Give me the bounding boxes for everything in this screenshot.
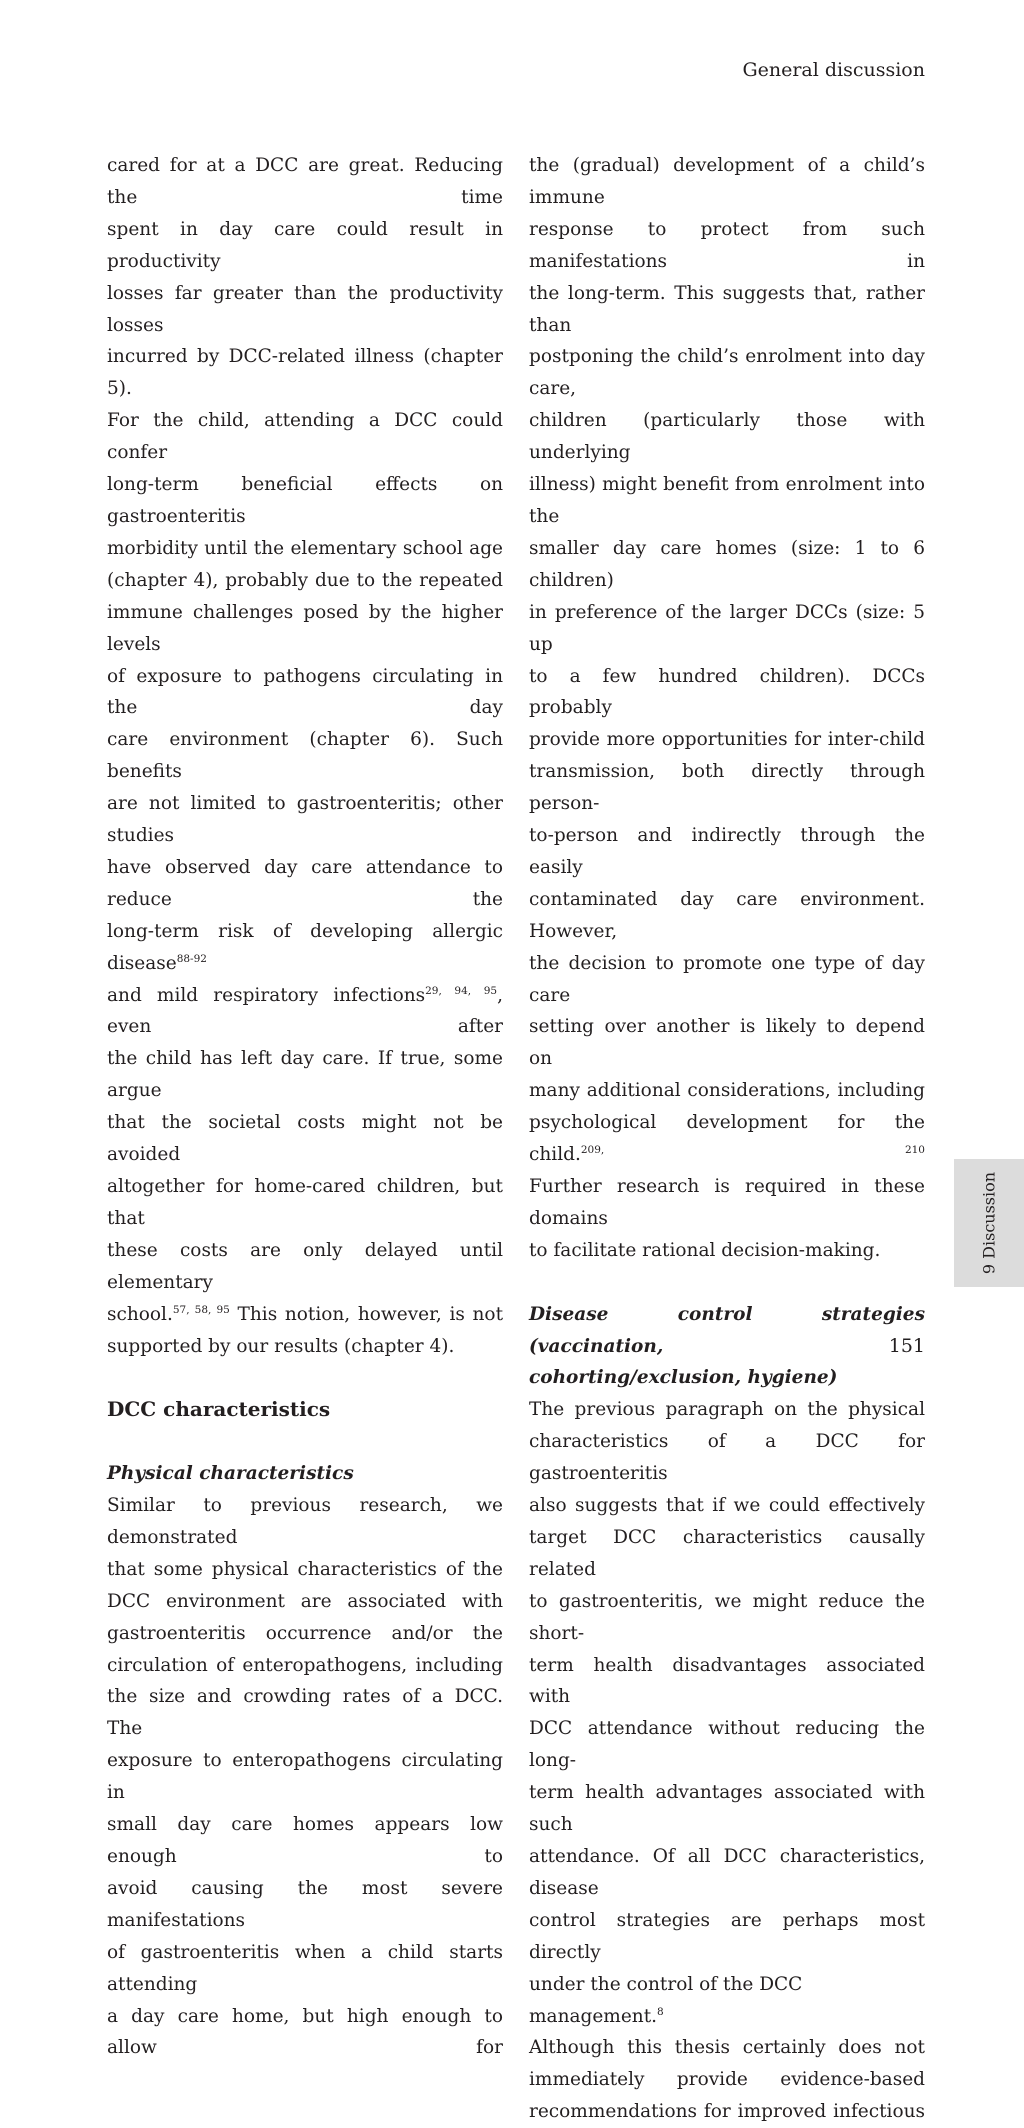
text-line: children (particularly those with underlying bbox=[529, 410, 925, 464]
text-line bbox=[529, 1969, 925, 2033]
text-line: that some physical characteristics of the bbox=[107, 1558, 503, 1580]
text-line: have observed day care attendance to reduce the bbox=[107, 856, 503, 910]
line-text: psychological development for the child. bbox=[529, 1112, 925, 1166]
text-line: target DCC characteristics causally related bbox=[529, 1526, 925, 1580]
line-text: and mild respiratory infections bbox=[107, 984, 426, 1006]
paragraph bbox=[107, 1490, 503, 2064]
text-line: the (gradual) development of a child’s immune bbox=[529, 155, 925, 208]
text-line: transmission, both directly through person- bbox=[529, 761, 925, 815]
text-line: to a few hundred children). DCCs probably bbox=[529, 665, 925, 719]
text-line: response to protect from such manifestations in bbox=[529, 218, 925, 272]
text-line: the decision to promote one type of day care bbox=[529, 952, 925, 1006]
text-line: provide more opportunities for inter-child bbox=[529, 729, 925, 751]
text-line: care environment (chapter 6). Such benefits bbox=[107, 729, 503, 783]
paragraph bbox=[107, 150, 503, 1362]
text-line: of exposure to pathogens circulating in the day bbox=[107, 665, 503, 719]
text-line: cared for at a DCC are great. Reducing the time bbox=[107, 155, 503, 208]
line-text: long-term risk of developing allergic disease bbox=[107, 920, 503, 974]
text-line: circulation of enteropathogens, including bbox=[107, 1654, 503, 1676]
text-line: losses far greater than the productivity losses bbox=[107, 282, 503, 336]
text-line: (chapter 4), probably due to the repeated bbox=[107, 569, 503, 591]
text-line: smaller day care homes (size: 1 to 6 children) bbox=[529, 537, 925, 591]
text-line: immune challenges posed by the higher levels bbox=[107, 601, 503, 655]
text-line: DCC environment are associated with bbox=[107, 1590, 503, 1612]
section-heading: DCC characteristics bbox=[107, 1397, 331, 1422]
text-line: Similar to previous research, we demonstrated bbox=[107, 1495, 503, 1548]
text-line: long-term beneficial effects on gastroenteritis bbox=[107, 474, 503, 527]
chapter-tab bbox=[954, 1159, 1024, 1287]
subheading: Disease control strategies (vaccination, bbox=[529, 1303, 925, 1357]
subheading: cohorting/exclusion, hygiene) bbox=[529, 1367, 838, 1389]
text-line: illness) might benefit from enrolment into the bbox=[529, 474, 925, 527]
left-column bbox=[107, 150, 503, 2064]
spacer bbox=[107, 1362, 503, 1394]
text-line bbox=[107, 980, 503, 1044]
text-line: setting over another is likely to depend on bbox=[529, 1016, 925, 1070]
text-line: recommendations for improved infectious bbox=[529, 2101, 925, 2123]
text-line: immediately provide evidence-based bbox=[529, 2069, 925, 2091]
text-line: Although this thesis certainly does not bbox=[529, 2037, 925, 2059]
text-line: spent in day care could result in productivity bbox=[107, 218, 503, 272]
text-line: supported by our results (chapter 4). bbox=[107, 1335, 455, 1357]
line-text: under the control of the DCC management. bbox=[529, 1973, 803, 2027]
text-line: to gastroenteritis, we might reduce the short- bbox=[529, 1590, 925, 1644]
text-line: exposure to enteropathogens circulating in bbox=[107, 1750, 503, 1804]
running-head: General discussion bbox=[742, 59, 925, 81]
text-line bbox=[529, 1107, 925, 1171]
citation-superscript: 88-92 bbox=[176, 952, 207, 965]
citation-superscript: 209, 210 bbox=[580, 1144, 925, 1157]
text-line: contaminated day care environment. However, bbox=[529, 888, 925, 942]
page-number: 151 bbox=[888, 1335, 925, 1357]
line-text: This notion, however, is not bbox=[229, 1303, 504, 1325]
text-line: altogether for home-cared children, but that bbox=[107, 1176, 503, 1229]
text-line: the long-term. This suggests that, rather than bbox=[529, 282, 925, 336]
paragraph bbox=[529, 1394, 925, 2032]
right-column bbox=[529, 150, 925, 2128]
text-line: to facilitate rational decision-making. bbox=[529, 1239, 881, 1261]
text-line: incurred by DCC-related illness (chapter 5). bbox=[107, 346, 503, 400]
text-line: are not limited to gastroenteritis; other studies bbox=[107, 793, 503, 847]
text-line: a day care home, but high enough to allow for bbox=[107, 2005, 503, 2059]
text-line: the child has left day care. If true, some argue bbox=[107, 1048, 503, 1102]
text-line: attendance. Of all DCC characteristics, disease bbox=[529, 1846, 925, 1899]
text-line: of gastroenteritis when a child starts attending bbox=[107, 1941, 503, 1995]
text-line: For the child, attending a DCC could confer bbox=[107, 410, 503, 464]
citation-superscript: 29, 94, 95 bbox=[425, 984, 498, 997]
text-line: characteristics of a DCC for gastroenteritis bbox=[529, 1431, 925, 1485]
text-line: that the societal costs might not be avoided bbox=[107, 1112, 503, 1166]
text-line: to-person and indirectly through the easily bbox=[529, 825, 925, 878]
text-line: gastroenteritis occurrence and/or the bbox=[107, 1622, 503, 1644]
text-line: in preference of the larger DCCs (size: 5 up bbox=[529, 601, 925, 655]
text-line: also suggests that if we could effectively bbox=[529, 1495, 925, 1517]
citation-superscript: 57, 58, 95 bbox=[172, 1303, 230, 1316]
text-line: the size and crowding rates of a DCC. The bbox=[107, 1686, 503, 1740]
text-line bbox=[107, 1299, 503, 1331]
paragraph bbox=[529, 150, 925, 1267]
text-line: term health advantages associated with such bbox=[529, 1782, 925, 1836]
text-line: morbidity until the elementary school age bbox=[107, 537, 503, 559]
text-line: these costs are only delayed until elementary bbox=[107, 1239, 503, 1293]
chapter-tab-label: 9 Discussion bbox=[979, 1171, 999, 1275]
text-line: The previous paragraph on the physical bbox=[529, 1399, 925, 1421]
citation-superscript: 8 bbox=[657, 2005, 664, 2018]
line-text: , even after bbox=[107, 984, 503, 1038]
text-line: control strategies are perhaps most directly bbox=[529, 1909, 925, 1963]
spacer bbox=[107, 1426, 503, 1458]
text-line: DCC attendance without reducing the long- bbox=[529, 1718, 925, 1772]
text-line: avoid causing the most severe manifestations bbox=[107, 1877, 503, 1931]
text-line: Further research is required in these domains bbox=[529, 1176, 925, 1229]
subheading: Physical characteristics bbox=[107, 1463, 354, 1485]
text-line: small day care homes appears low enough to bbox=[107, 1814, 503, 1867]
text-line bbox=[107, 916, 503, 980]
spacer bbox=[529, 1267, 925, 1299]
text-line: postponing the child’s enrolment into day care, bbox=[529, 346, 925, 400]
line-text: school. bbox=[107, 1303, 173, 1325]
paragraph bbox=[529, 2032, 925, 2128]
text-line: term health disadvantages associated with bbox=[529, 1654, 925, 1708]
text-line: many additional considerations, including bbox=[529, 1080, 925, 1102]
